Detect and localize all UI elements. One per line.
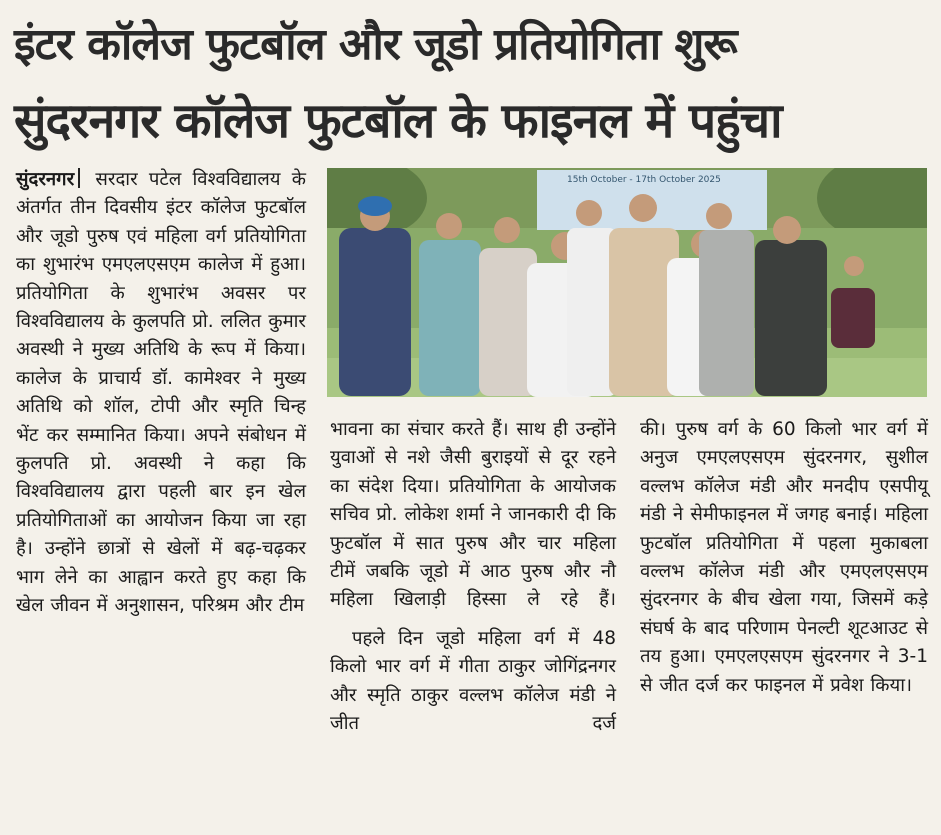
article-column-3: [640, 416, 928, 700]
dateline-separator: [78, 168, 80, 188]
column-1-text: सरदार पटेल विश्वविद्यालय के अंतर्गत तीन दिवसीय इंटर कॉलेज फुटबॉल और जूडो पुरुष एवं महिला वर्ग प्रतियोगिता का शुभारंभ एमएलएसएम कालेज में हुआ। प्रतियोगिता के शुभारंभ अवसर पर विश्वविद्यालय के कुलपति प्रो. ललित कुमार अवस्थी ने मुख्य अतिथि के रूप में किया। कालेज के प्राचार्य डॉ. कामेश्वर ने मुख्य अतिथि को शॉल, टोपी और स्मृति चिन्ह भेंट कर सम्मानित किया। अपने संबोधन में कुलपति प्रो. अवस्थी ने कहा कि विश्वविद्यालय द्वारा पहली बार इन खेल प्रतियोगिताओं का आयोजन किया जा रहा है। उन्होंने छात्रों से खेलों में बढ़-चढ़कर भाग लेने का आह्वान करते हुए कहा कि खेल जीवन में अनुशासन, परिश्रम और टीम: [16, 169, 306, 617]
person-2: [419, 213, 481, 396]
person-9: [755, 216, 827, 396]
column-3-text: की। पुरुष वर्ग के 60 किलो भार वर्ग में अनुज एमएलएसएम सुंदरनगर, सुशील वल्लभ कॉलेज मंडी और मनदीप एसपीयू मंडी ने सेमीफाइनल में जगह बनाई। महिला फुटबॉल प्रतियोगिता में पहला मुकाबला वल्लभ कॉलेज मंडी और एमएलएसएम सुंदरनगर के बीच खेला गया, जिसमें कड़े संघर्ष के बाद परिणाम पेनल्टी शूटआउट से तय हुआ। एमएलएसएम सुंदरनगर ने 3-1 से जीत दर्ज कर फाइनल में प्रवेश किया।: [640, 419, 928, 696]
news-photo: [327, 168, 927, 397]
article-column-1: [16, 166, 306, 621]
headline-line-1: इंटर कॉलेज फुटबॉल और जूडो प्रतियोगिता शुरू: [14, 19, 737, 70]
banner-text: 15th October - 17th October 2025: [567, 175, 721, 185]
headline-line-2: सुंदरनगर कॉलेज फुटबॉल के फाइनल में पहुंचा: [14, 93, 782, 149]
column-2-paragraph-1: भावना का संचार करते हैं। साथ ही उन्होंने युवाओं से नशे जैसी बुराइयों से दूर रहने का संदेश दिया। प्रतियोगिता के आयोजक सचिव प्रो. लोकेश शर्मा ने जानकारी दी कि फुटबॉल में सात पुरुष और चार महिला टीमें जबकि जूडो में आठ पुरुष और नौ महिला खिलाड़ी हिस्सा ले रहे हैं।: [330, 419, 616, 611]
article-column-2: [330, 416, 616, 738]
dateline: सुंदरनगर: [16, 169, 75, 190]
person-8: [699, 203, 754, 396]
column-2-paragraph-2: पहले दिन जूडो महिला वर्ग में 48 किलो भार वर्ग में गीता ठाकुर जोगिंद्रनगर और स्मृति ठाकुर वल्लभ कॉलेज मंडी ने जीत दर्ज: [330, 627, 616, 735]
